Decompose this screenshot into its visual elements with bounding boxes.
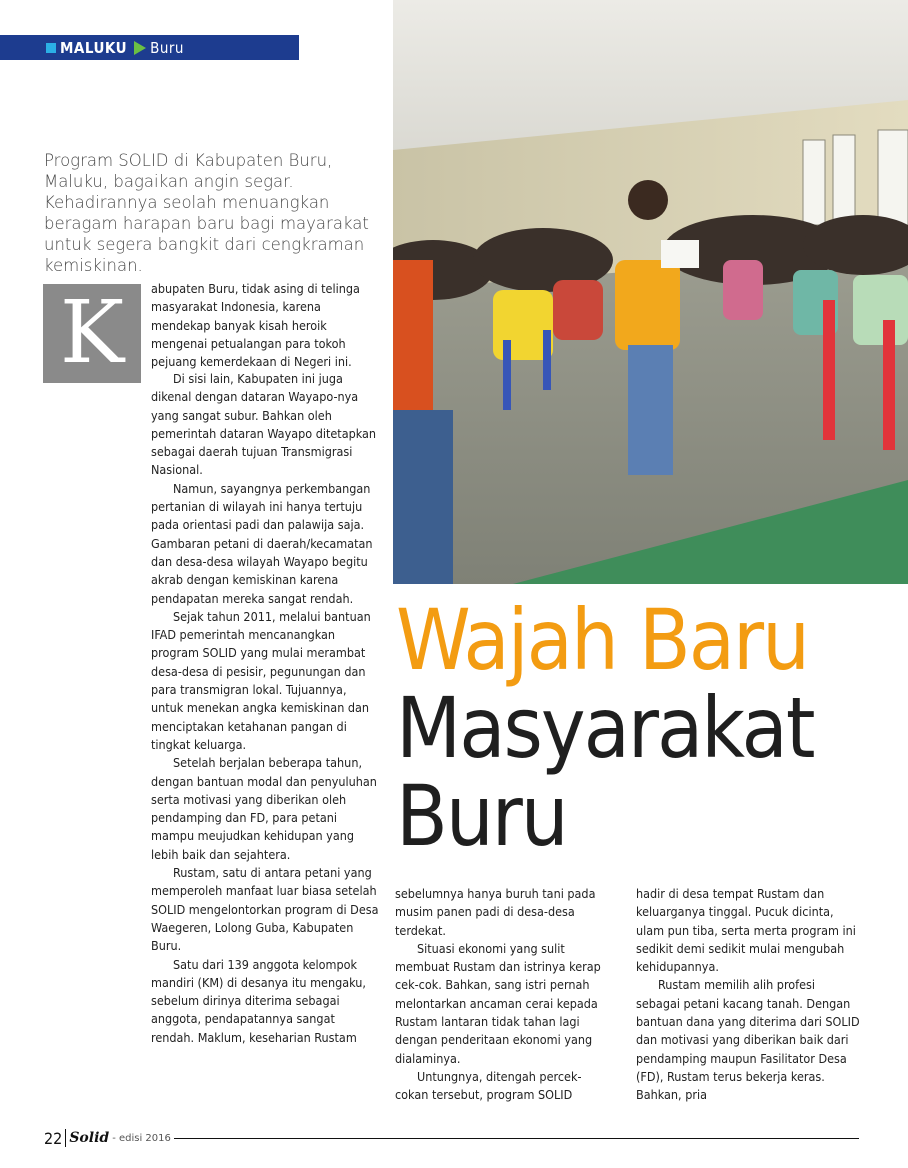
triangle-arrow-icon	[134, 41, 146, 55]
section-subregion: Buru	[150, 38, 184, 57]
paragraph: sebelumnya hanya buruh tani pada musim panen padi di desa-desa terdekat.	[395, 886, 596, 938]
lead-paragraph: Program SOLID di Kabupaten Buru, Maluku, bagaikan angin segar. Kehadirannya seolah menuangkan beragam harapan baru bagi mayarakat untuk segera bangkit dari cengkraman kemiskinan.	[44, 151, 369, 275]
paragraph: Satu dari 139 anggota kelompok mandiri (KM) di desanya itu mengaku, sebelum dirinya diterima sebagai anggota, pendapatannya sangat rendah. Maklum, keseharian Rustam	[151, 956, 366, 1045]
paragraph: Untungnya, ditengah percek-cokan tersebut, program SOLID	[395, 1068, 582, 1103]
paragraph: Rustam memilih alih profesi sebagai petani kacang tanah. Dengan bantuan dana yang diterima dari SOLID dan motivasi yang diberikan baik dari pendamping maupun Fasilitator Desa (FD), Rustam terus bekerja keras. Bahkan, pria	[636, 977, 860, 1103]
intro-paragraph: abupaten Buru, tidak asing di telinga masyarakat Indonesia, karena mendekap banyak kisah heroik mengenai petualangan para tokoh pejuang kemerdekaan di Negeri ini.	[151, 281, 360, 370]
magazine-logo: Solid	[69, 1130, 110, 1146]
column-1-intro	[151, 280, 379, 371]
edition-label: - edisi 2016	[112, 1132, 171, 1144]
square-bullet-icon	[46, 43, 56, 53]
section-region: MALUKU	[60, 38, 128, 57]
paragraph: Situasi ekonomi yang sulit membuat Rustam dan istrinya kerap cek-cok. Bahkan, sang istri pernah melontarkan ancaman cerai kepada Rustam lantaran tidak tahan lagi dengan penderitaan ekonomi yang dialaminya.	[395, 940, 601, 1066]
page-footer	[44, 1127, 859, 1149]
paragraph: hadir di desa tempat Rustam dan keluarganya tinggal. Pucuk dicinta, ulam pun tiba, serta merta program ini sedikit demi sedikit mulai mengubah kehidupannya.	[636, 886, 856, 975]
column-1	[151, 370, 379, 1047]
paragraph: Sejak tahun 2011, melalui bantuan IFAD pemerintah mencanangkan program SOLID yang mulai merambat desa-desa di pesisir, pegunungan dan para transmigran lokal. Tujuannya, untuk menekan angka kemiskinan dan menciptakan ketahanan pangan di tingkat keluarga.	[151, 608, 371, 752]
column-3	[636, 885, 861, 1105]
section-header-bar	[0, 35, 299, 60]
article-title	[396, 591, 906, 865]
footer-rule	[174, 1138, 859, 1139]
title-line-1: Wajah Baru	[396, 591, 808, 689]
title-line-3: Buru	[396, 767, 567, 865]
page-number: 22	[44, 1128, 63, 1148]
paragraph: Setelah berjalan beberapa tahun, dengan bantuan modal dan penyuluhan serta motivasi yang diberikan oleh pendamping dan FD, para petani mampu meujudkan kehidupan yang lebih baik dan sejahtera.	[151, 755, 377, 862]
drop-cap: K	[43, 284, 141, 383]
footer-divider	[65, 1129, 66, 1147]
paragraph: Di sisi lain, Kabupaten ini juga dikenal dengan dataran Wayapo-nya yang sangat subur. Bahkan oleh pemerintah dataran Wayapo ditetapkan sebagai daerah tujuan Transmigrasi Nasional.	[151, 371, 377, 478]
column-2	[395, 885, 613, 1105]
paragraph: Rustam, satu di antara petani yang memperoleh manfaat luar biasa setelah SOLID mengelontorkan program di Desa Waegeren, Lolong Guba, Kabupaten Buru.	[151, 865, 379, 954]
title-line-2: Masyarakat	[396, 679, 814, 777]
paragraph: Namun, sayangnya perkembangan pertanian di wilayah ini hanya tertuju pada orientasi padi dan palawija saja. Gambaran petani di daerah/kecamatan dan desa-desa wilayah Wayapo begitu akrab dengan kemiskinan karena pendapatan mereka sangat rendah.	[151, 480, 373, 606]
meeting-photo	[393, 0, 908, 584]
